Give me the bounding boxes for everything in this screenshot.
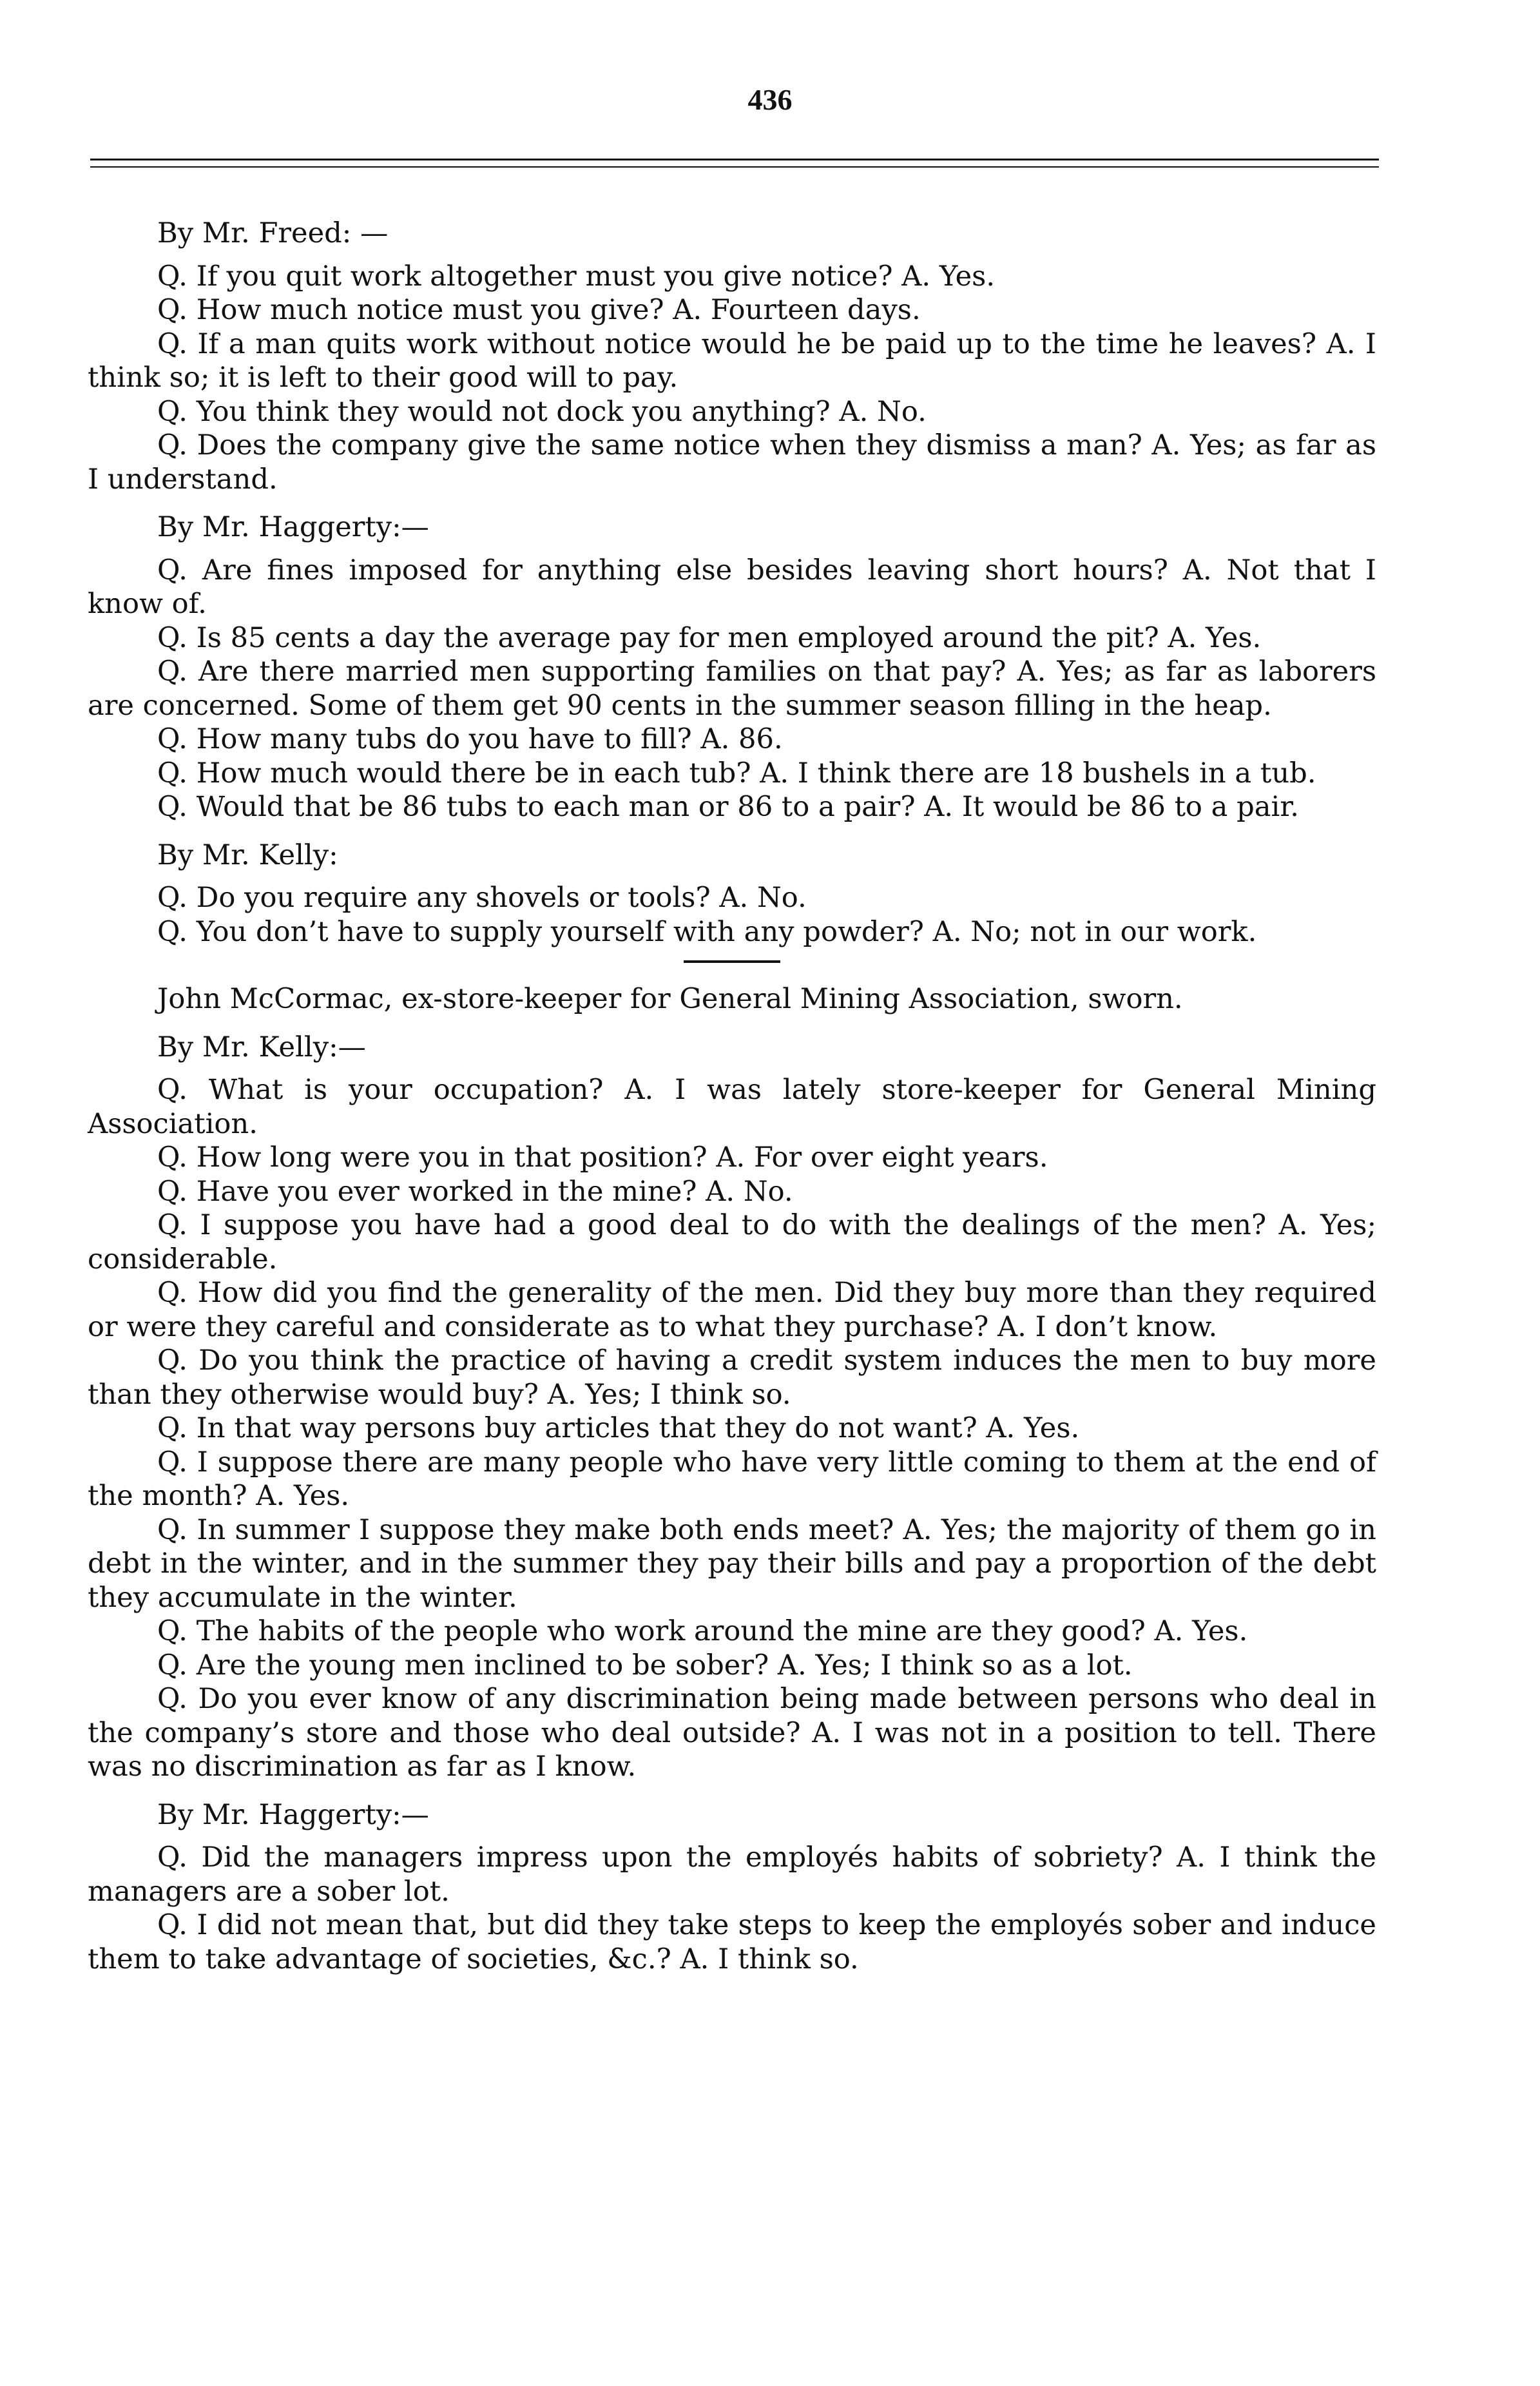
qa-line: Q. Are the young men inclined to be sober? A. Yes; I think so as a lot. — [157, 1649, 1133, 1682]
qa-line: Q. Is 85 cents a day the average pay for men employed around the pit? A. Yes. — [157, 621, 1262, 654]
qa-line: Q. Would that be 86 tubs to each man or 86 to a pair? A. It would be 86 to a pair. — [157, 791, 1299, 823]
qa-line: Q. The habits of the people who work around the mine are they good? A. Yes. — [157, 1615, 1248, 1647]
page-number: 436 — [747, 83, 793, 116]
qa-line: Q. How much notice must you give? A. Fourteen days. — [157, 294, 921, 326]
qa-line: Q. How much would there be in each tub? A. I think there are 18 bushels in a tub. — [157, 757, 1316, 790]
qa-line: Q. How many tubs do you have to fill? A. 86. — [157, 723, 783, 755]
speaker-heading: By Mr. Kelly: — [157, 839, 338, 871]
header-rule — [90, 159, 1379, 168]
section-divider — [684, 960, 780, 963]
qa-line: Q. I suppose you have had a good deal to do with the dealings of the men? A. Yes; considerable. — [88, 1209, 1376, 1275]
qa-line: Q. You think they would not dock you anything? A. No. — [157, 395, 927, 428]
qa-line: Q. Does the company give the same notice when they dismiss a man? A. Yes; as far as I understand. — [88, 429, 1376, 496]
qa-line: Q. Are fines imposed for anything else besides leaving short hours? A. Not that I know of. — [88, 554, 1376, 620]
qa-line: Q. What is your occupation? A. I was lately store-keeper for General Mining Association. — [88, 1074, 1376, 1140]
testimony-body — [88, 202, 1376, 1976]
qa-line: Q. How long were you in that position? A. For over eight years. — [157, 1141, 1048, 1174]
qa-line: Q. Do you ever know of any discrimination being made between persons who deal in the company’s store and those who deal outside? A. I was not in a position to tell. There was no discrimination as far as I know. — [88, 1683, 1376, 1783]
qa-line: Q. Have you ever worked in the mine? A. No. — [157, 1175, 793, 1208]
qa-line: Q. In summer I suppose they make both ends meet? A. Yes; the majority of them go in debt in the winter, and in the summer they pay their bills and pay a proportion of the debt they accumulate in the winter. — [88, 1513, 1376, 1614]
qa-line: Q. If a man quits work without notice would he be paid up to the time he leaves? A. I think so; it is left to their good will to pay. — [88, 327, 1376, 394]
qa-line: Q. Do you require any shovels or tools? A. No. — [157, 882, 807, 914]
speaker-heading: By Mr. Kelly:— — [157, 1031, 366, 1063]
qa-line: Q. You don’t have to supply yourself with any powder? A. No; not in our work. — [157, 915, 1257, 948]
qa-line: Q. I did not mean that, but did they take steps to keep the employés sober and induce them to take advantage of societies, &c.? A. I think so. — [88, 1909, 1376, 1975]
speaker-heading: By Mr. Haggerty:— — [157, 1798, 429, 1831]
qa-line: Q. Do you think the practice of having a credit system induces the men to buy more than they otherwise would buy? A. Yes; I think so. — [88, 1344, 1376, 1411]
qa-line: Q. In that way persons buy articles that they do not want? A. Yes. — [157, 1412, 1080, 1444]
qa-line: Q. How did you find the generality of the men. Did they buy more than they required or were they careful and considerate as to what they purchase? A. I don’t know. — [88, 1277, 1376, 1343]
qa-line: Q. Did the managers impress upon the employés habits of sobriety? A. I think the managers are a sober lot. — [88, 1841, 1376, 1908]
qa-line: Q. I suppose there are many people who have very little coming to them at the end of the month? A. Yes. — [88, 1446, 1376, 1512]
witness-sworn-line: John McCormac, ex-store-keeper for General Mining Association, sworn. — [157, 983, 1183, 1015]
qa-line: Q. Are there married men supporting families on that pay? A. Yes; as far as laborers are concerned. Some of them get 90 cents in the summer season filling in the heap. — [88, 655, 1376, 722]
speaker-heading: By Mr. Freed: — — [157, 217, 389, 249]
speaker-heading: By Mr. Haggerty:— — [157, 511, 429, 543]
qa-line: Q. If you quit work altogether must you give notice? A. Yes. — [157, 260, 996, 293]
